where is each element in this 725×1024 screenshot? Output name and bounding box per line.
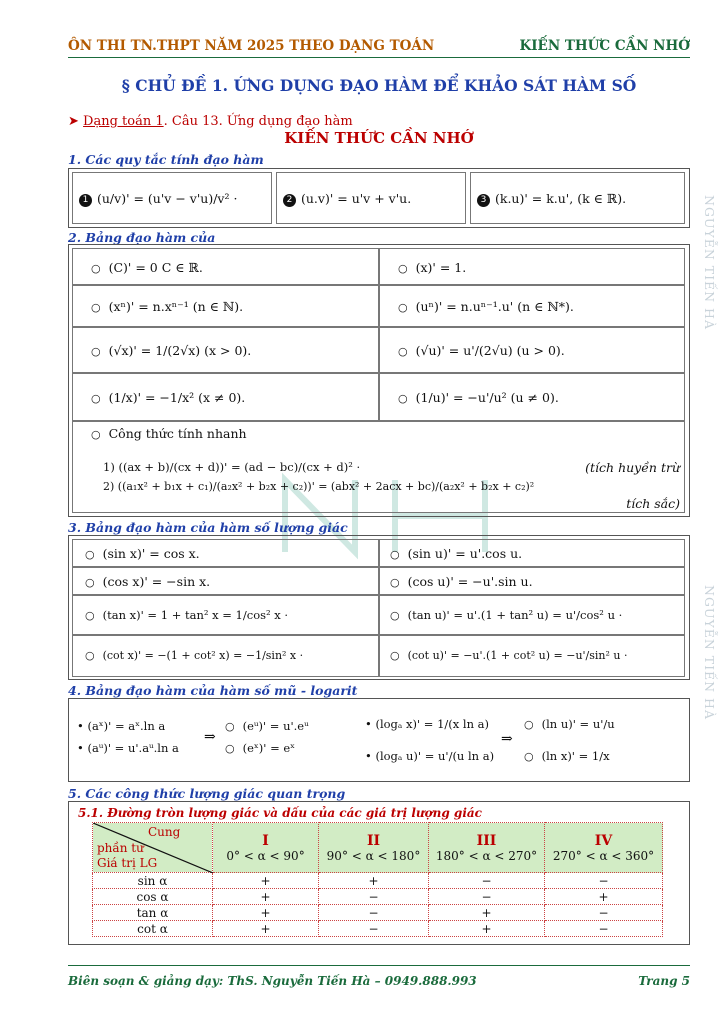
quadrant-range: 270° < α < 360° xyxy=(552,848,655,863)
quadrant-range: 90° < α < 180° xyxy=(326,848,421,863)
formula-text: (logₐ u)' = u'/(u ln a) xyxy=(375,749,495,763)
table-cell: ○ (1/u)' = −u'/u² (u ≠ 0). xyxy=(379,373,685,421)
sign: − xyxy=(545,921,663,937)
sign: − xyxy=(319,921,429,937)
sign: − xyxy=(319,889,429,905)
table-cell: ○ (xⁿ)' = n.xⁿ⁻¹ (n ∈ ℕ). xyxy=(72,285,379,327)
page-footer xyxy=(68,965,690,988)
section-2-title: 2. Bảng đạo hàm của xyxy=(68,230,216,245)
footer-author: Biên soạn & giảng dạy: ThS. Nguyễn Tiến Hà – 0949.888.993 xyxy=(68,974,477,988)
arrow-icon: ➤ xyxy=(68,114,79,129)
table-row xyxy=(93,921,663,937)
table-cell: ○ (√u)' = u'/(2√u) (u > 0). xyxy=(379,327,685,373)
header-left: ÔN THI TN.THPT NĂM 2025 THEO DẠNG TOÁN xyxy=(68,38,435,54)
table-cell: ○ (cot u)' = −u'.(1 + cot² u) = −u'/sin² u · xyxy=(379,635,685,677)
formula: • (aˣ)' = aˣ.ln a xyxy=(77,719,166,733)
quick-note-1: (tích huyền trừ xyxy=(585,460,680,475)
table-row xyxy=(93,905,663,921)
formula: (sin x)' = cos x. xyxy=(102,546,200,561)
formula: (1/u)' = −u'/u² (u ≠ 0). xyxy=(415,390,559,405)
formula: ○ (ln u)' = u'/u xyxy=(524,717,615,731)
kien-thuc-heading: KIẾN THỨC CẦN NHỚ xyxy=(284,129,474,147)
quick-formula-2: 2) ((a₁x² + b₁x + c₁)/(a₂x² + b₂x + c₂))' = (abx² + 2acx + bc)/(a₂x² + b₂x + c₂)² xyxy=(103,480,535,493)
formula-text: (aᵘ)' = u'.aᵘ.ln a xyxy=(87,741,179,755)
table-cell: ○ (uⁿ)' = n.uⁿ⁻¹.u' (n ∈ ℕ*). xyxy=(379,285,685,327)
formula: (uⁿ)' = n.uⁿ⁻¹.u' (n ∈ ℕ*). xyxy=(415,299,574,314)
implies-icon: ⇒ xyxy=(204,729,216,745)
rule-cell xyxy=(470,172,685,224)
rules-frame xyxy=(68,168,690,228)
quadrant-label: II xyxy=(366,832,381,849)
function-name: cos α xyxy=(93,889,213,905)
section-5-1-title: 5.1. Đường tròn lượng giác và dấu của các giá trị lượng giác xyxy=(78,806,482,820)
formula: (C)' = 0 C ∈ ℝ. xyxy=(108,260,203,275)
formula: (tan x)' = 1 + tan² x = 1/cos² x · xyxy=(102,608,289,622)
formula: (xⁿ)' = n.xⁿ⁻¹ (n ∈ ℕ). xyxy=(108,299,244,314)
rule-constant: (k.u)' = k.u', (k ∈ ℝ). xyxy=(495,191,627,206)
formula: (cos x)' = −sin x. xyxy=(102,574,211,589)
quick-formula-cell: ○ Công thức tính nhanh 1) ((ax + b)/(cx + d))' = (ad − bc)/(cx + d)² · 2) ((a₁x² + b₁x + c₁)/(a₂x² + b₂x + c₂))' = (abx² + 2acx + bc)/(a₂x² + b₂x + c₂)² (tích huyền trừ tích sắc) xyxy=(72,421,685,513)
sign: + xyxy=(545,889,663,905)
formula: ○ (ln x)' = 1/x xyxy=(524,749,610,763)
rule-quotient: (u/v)' = (u'v − v'u)/v² · xyxy=(97,191,238,206)
table-cell: ○ (cos u)' = −u'.sin u. xyxy=(379,567,685,595)
formula-text: (aˣ)' = aˣ.ln a xyxy=(87,719,166,733)
formula: • (logₐ u)' = u'/(u ln a) xyxy=(365,749,495,763)
sign-table xyxy=(92,822,663,937)
table-row xyxy=(93,889,663,905)
rule-cell xyxy=(72,172,272,224)
table-cell: ○ (cos x)' = −sin x. xyxy=(72,567,379,595)
sign: + xyxy=(213,889,319,905)
formula: • (aᵘ)' = u'.aᵘ.ln a xyxy=(77,741,179,755)
formula: (tan u)' = u'.(1 + tan² u) = u'/cos² u · xyxy=(407,608,623,622)
sign: + xyxy=(213,873,319,889)
implies-icon: ⇒ xyxy=(501,731,513,747)
page-header xyxy=(68,36,690,58)
formula: ○ (eᵘ)' = u'.eᵘ xyxy=(225,719,309,733)
header-right: KIẾN THỨC CẦN NHỚ xyxy=(519,38,690,54)
sign: − xyxy=(319,905,429,921)
corner-mid: phần tư xyxy=(97,841,144,855)
formula: (1/x)' = −1/x² (x ≠ 0). xyxy=(108,390,246,405)
section-1-title: 1. Các quy tắc tính đạo hàm xyxy=(68,152,264,167)
formula-text: (logₐ x)' = 1/(x ln a) xyxy=(375,717,489,731)
formula: (sin u)' = u'.cos u. xyxy=(407,546,523,561)
corner-bot: Giá trị LG xyxy=(97,856,158,870)
table-cell: ○ (1/x)' = −1/x² (x ≠ 0). xyxy=(72,373,379,421)
formula-text: (ln x)' = 1/x xyxy=(541,749,610,763)
table-cell: ○ (cot x)' = −(1 + cot² x) = −1/sin² x · xyxy=(72,635,379,677)
formula: (√x)' = 1/(2√x) (x > 0). xyxy=(108,343,252,358)
table-cell: ○ (sin u)' = u'.cos u. xyxy=(379,539,685,567)
quadrant-header xyxy=(429,823,545,873)
sign: − xyxy=(545,873,663,889)
formula-text: (eˣ)' = eˣ xyxy=(242,741,296,755)
formula: • (logₐ x)' = 1/(x ln a) xyxy=(365,717,489,731)
number-1-icon: 1 xyxy=(79,194,92,207)
sign: + xyxy=(429,905,545,921)
formula-text: (ln u)' = u'/u xyxy=(541,717,615,731)
sign: − xyxy=(429,889,545,905)
derivative-table xyxy=(68,244,690,517)
dang-rest: . Câu 13. Ứng dụng đạo hàm xyxy=(163,114,353,129)
section-5-title: 5. Các công thức lượng giác quan trọng xyxy=(68,786,346,801)
formula: (cot u)' = −u'.(1 + cot² u) = −u'/sin² u · xyxy=(407,649,628,662)
formula: (cot x)' = −(1 + cot² x) = −1/sin² x · xyxy=(102,649,304,662)
quadrant-label: III xyxy=(476,832,497,849)
table-cell: ○ (x)' = 1. xyxy=(379,248,685,285)
formula: (x)' = 1. xyxy=(415,260,467,275)
quick-formula-1: 1) ((ax + b)/(cx + d))' = (ad − bc)/(cx + d)² · xyxy=(103,460,361,474)
quadrant-header xyxy=(545,823,663,873)
sign: − xyxy=(429,873,545,889)
quick-note-2: tích sắc) xyxy=(626,496,680,511)
dang-label: Dạng toán 1 xyxy=(83,114,164,129)
exp-log-frame xyxy=(68,698,690,782)
number-3-icon: 3 xyxy=(477,194,490,207)
formula: (cos u)' = −u'.sin u. xyxy=(407,574,533,589)
page-number: Trang 5 xyxy=(638,974,690,988)
formula: ○ (eˣ)' = eˣ xyxy=(225,741,296,755)
table-cell: ○ (tan x)' = 1 + tan² x = 1/cos² x · xyxy=(72,595,379,635)
formula-text: (eᵘ)' = u'.eᵘ xyxy=(242,719,309,733)
trig-derivative-table xyxy=(68,535,690,680)
watermark-text: NGUYỄN TIẾN HÀ xyxy=(702,195,717,330)
rule-cell xyxy=(276,172,466,224)
sign: + xyxy=(213,905,319,921)
sign: − xyxy=(545,905,663,921)
formula: (√u)' = u'/(2√u) (u > 0). xyxy=(415,343,565,358)
watermark-text: NGUYỄN TIẾN HÀ xyxy=(702,585,717,720)
dang-toan xyxy=(68,114,353,129)
section-3-title: 3. Bảng đạo hàm của hàm số lượng giác xyxy=(68,520,348,535)
table-row xyxy=(93,873,663,889)
corner-top: Cung xyxy=(148,825,181,839)
table-cell: ○ (√x)' = 1/(2√x) (x > 0). xyxy=(72,327,379,373)
quick-title: Công thức tính nhanh xyxy=(108,426,247,441)
table-cell: ○ (C)' = 0 C ∈ ℝ. xyxy=(72,248,379,285)
rule-product: (u.v)' = u'v + v'u. xyxy=(301,191,412,206)
function-name: cot α xyxy=(93,921,213,937)
section-4-title: 4. Bảng đạo hàm của hàm số mũ - logarit xyxy=(68,683,358,698)
corner-cell xyxy=(93,823,213,873)
quadrant-range: 0° < α < 90° xyxy=(226,848,305,863)
quadrant-header xyxy=(319,823,429,873)
quadrant-range: 180° < α < 270° xyxy=(435,848,538,863)
table-cell: ○ (sin x)' = cos x. xyxy=(72,539,379,567)
sign: + xyxy=(429,921,545,937)
function-name: sin α xyxy=(93,873,213,889)
sign: + xyxy=(319,873,429,889)
quadrant-label: I xyxy=(262,832,269,849)
function-name: tan α xyxy=(93,905,213,921)
sign: + xyxy=(213,921,319,937)
table-cell: ○ (tan u)' = u'.(1 + tan² u) = u'/cos² u · xyxy=(379,595,685,635)
quadrant-label: IV xyxy=(594,832,613,849)
number-2-icon: 2 xyxy=(283,194,296,207)
quadrant-header xyxy=(213,823,319,873)
page-title: § CHỦ ĐỀ 1. ỨNG DỤNG ĐẠO HÀM ĐỂ KHẢO SÁT HÀM SỐ xyxy=(121,76,637,95)
